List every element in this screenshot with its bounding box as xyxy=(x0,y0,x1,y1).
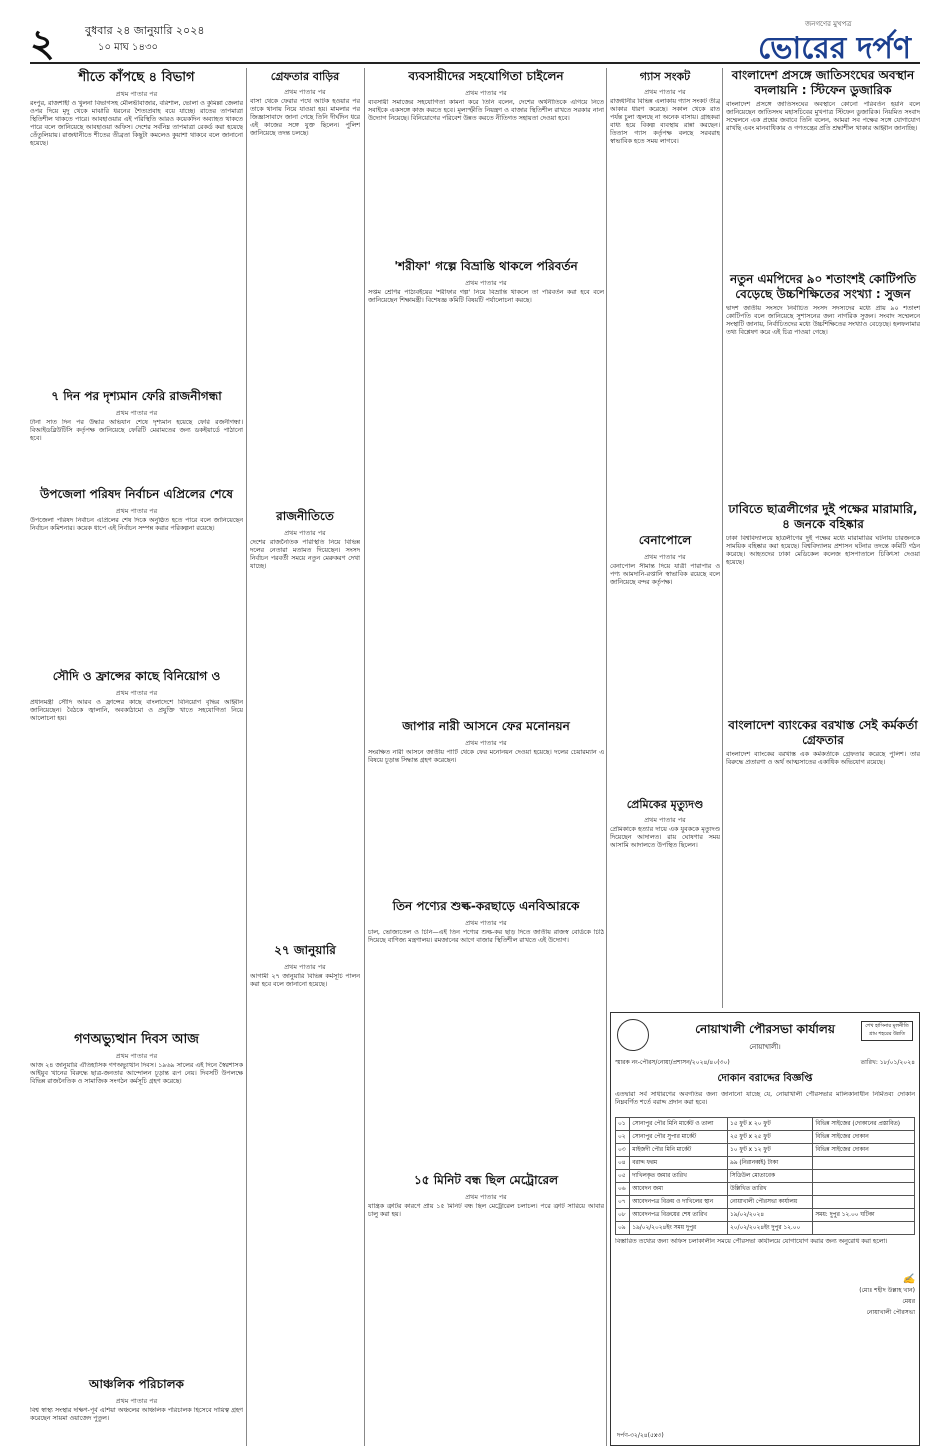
article-body: রাজধানীর বিভিন্ন এলাকায় গ্যাস সংকট তীব্র আকার ধারণ করেছে। সকাল থেকে রাত পর্যন্ত চুলা জ্বলছে না অনেক বাসায়। গ্রাহকরা বাধ্য হয়ে বিকল্প ব্যবস্থায় রান্না করছেন। তিতাস গ্যাস কর্তৃপক্ষ বলছে সরবরাহ স্বাভাবিক হতে সময় লাগবে। xyxy=(610,98,720,146)
article-cold xyxy=(30,68,243,386)
headline: আঞ্চলিক পরিচালক xyxy=(89,1377,184,1391)
headline: জাপার নারী আসনে ফের মনোনয়ন xyxy=(402,719,570,733)
notice-table-cell xyxy=(813,1196,915,1209)
notice-table-cell: আবেদনপত্র বিক্রয় ও দাখিলের স্থান xyxy=(630,1196,728,1209)
article-body: যান্ত্রিক ত্রুটির কারণে প্রায় ১৫ মিনিট বন্ধ ছিল মেট্রোরেল চলাচল। পরে ত্রুটি সারিয়ে আবার চালু করা হয়। xyxy=(368,1203,604,1219)
continued-label: প্রথম পাতার পর xyxy=(465,1193,507,1201)
headline: ব্যবসায়ীদের সহযোগিতা চাইলেন xyxy=(408,69,564,83)
notice-table-cell: ০২ xyxy=(616,1131,630,1144)
notice-table-cell: সময়: দুপুর ১২.০০ ঘটিকা xyxy=(813,1209,915,1222)
article-body: দ্বাদশ জাতীয় সংসদে নির্বাচিত সংসদ সদস্যদের মধ্যে প্রায় ৯০ শতাংশ কোটিপতি বলে জানিয়েছে সুশাসনের জন্য নাগরিক সুজন। সংবাদ সম্মেলনে সংস্থাটি জানায়, নির্বাচিতদের মধ্যে উচ্চশিক্ষিতের সংখ্যাও বেড়েছে। হলফনামার তথ্য বিশ্লেষণ করে এই চিত্র পাওয়া গেছে। xyxy=(726,305,920,337)
notice-table xyxy=(615,1117,915,1235)
notice-table-row xyxy=(616,1144,915,1157)
article-nbr xyxy=(368,898,604,1168)
article-gas xyxy=(610,68,720,528)
signer-role: মেয়র xyxy=(902,1298,915,1305)
notice-table-cell: ০৫ xyxy=(616,1170,630,1183)
article-body: উপজেলা পরিষদ নির্বাচন এপ্রিলের শেষ দিকে অনুষ্ঠিত হতে পারে বলে জানিয়েছেন নির্বাচন কমিশনার। কয়েক ধাপে এই নির্বাচন সম্পন্ন করার পরিকল্পনা রয়েছে। xyxy=(30,517,243,533)
headline: বাংলাদেশ ব্যাংকের বরখাস্ত সেই কর্মকর্তা গ্রেফতার xyxy=(728,718,918,747)
article-body: বেনাপোল সীমান্ত দিয়ে যাত্রী পারাপার ও পণ্য আমদানি-রপ্তানি স্বাভাবিক রয়েছে বলে জানিয়েছে বন্দর কর্তৃপক্ষ। xyxy=(610,563,720,587)
article-body: বাংলাদেশ ব্যাংকের বরখাস্ত এক কর্মকর্তাকে গ্রেফতার করেছে পুলিশ। তার বিরুদ্ধে প্রতারণা ও অর্থ আত্মসাতের একাধিক অভিযোগ রয়েছে। xyxy=(726,751,920,767)
notice-table-cell: ০১ xyxy=(616,1118,630,1131)
headline: গণঅভ্যুত্থান দিবস আজ xyxy=(74,1032,199,1047)
notice-table-cell: সোনাপুর পৌর সুপার মার্কেট xyxy=(630,1131,728,1144)
article-body: প্রেমিকাকে হত্যার দায়ে এক যুবককে মৃত্যুদণ্ড দিয়েছেন আদালত। রায় ঘোষণার সময় আসামি আদালতে উপস্থিত ছিলেন। xyxy=(610,826,720,850)
article-body: সংরক্ষিত নারী আসনে জাতীয় পার্টি থেকে ফের মনোনয়ন দেওয়া হয়েছে। দলের চেয়ারম্যান এ বিষয়ে চূড়ান্ত সিদ্ধান্ত গ্রহণ করেছেন। xyxy=(368,749,604,765)
article-ferry xyxy=(30,388,243,482)
notice-table-cell: ২০/০২/২০২৪ইং দুপুর ১২.০০ xyxy=(727,1222,812,1235)
article-lover xyxy=(610,796,720,1006)
article-mp xyxy=(726,272,920,498)
notice-table-cell: ০৪ xyxy=(616,1157,630,1170)
notice-seal-icon xyxy=(617,1019,649,1051)
continued-label: প্রথম পাতার পর xyxy=(115,507,158,515)
article-arrest xyxy=(250,68,360,504)
notice-table-cell: উল্লিখিত তারিখ xyxy=(727,1183,812,1196)
headline: সৌদি ও ফ্রান্সের কাছে বিনিয়োগ ও xyxy=(52,669,221,683)
notice-table-cell: আবেদনপত্র বিক্রয়ের শেষ তারিখ xyxy=(630,1209,728,1222)
continued-label: প্রথম পাতার পর xyxy=(465,739,507,747)
article-business xyxy=(368,68,604,254)
headline: প্রেমিকের মৃত্যুদণ্ড xyxy=(626,798,704,811)
continued-label: প্রথম পাতার পর xyxy=(284,529,326,537)
notice-table-cell: মাইজদী পৌর মিনি মার্কেট xyxy=(630,1144,728,1157)
headline: শীতে কাঁপছে ৪ বিভাগ xyxy=(78,70,195,85)
notice-table-cell: দাখিলকৃত জমার তারিখ xyxy=(630,1170,728,1183)
public-notice xyxy=(610,1012,920,1446)
headline: ১৫ মিনিট বন্ধ ছিল মেট্রোরেল xyxy=(413,1173,559,1187)
headline: ২৭ জানুয়ারি xyxy=(274,943,336,957)
notice-table-cell: ১৯/০২/২০২৪ইং সময় দুপুর xyxy=(630,1222,728,1235)
tagline: জনগণের মুখপত্র xyxy=(805,20,852,28)
article-body: আগামী ২৭ জানুয়ারি বিভিন্ন কর্মসূচি পালন করা হবে বলে জানানো হয়েছে। xyxy=(250,973,360,989)
notice-table-cell: ০৭ xyxy=(616,1196,630,1209)
notice-table-cell: সিডিউল মোতাবেক xyxy=(727,1170,812,1183)
headline: 'শরীফা' গল্পে বিভ্রান্তি থাকলে পরিবর্তন xyxy=(394,259,578,273)
ad-code: দর্পণ-৩২/২৪(৫x৩) xyxy=(617,1432,664,1439)
article-body: আজ ২৪ জানুয়ারি ঐতিহাসিক গণঅভ্যুত্থান দিবস। ১৯৬৯ সালের এই দিনে স্বৈরশাসক আইয়ুব খানের বিরুদ্ধে ছাত্র-জনতার আন্দোলন চূড়ান্ত রূপ নেয়। দিবসটি উপলক্ষে বিভিন্ন রাজনৈতিক ও সামাজিক সংগঠন কর্মসূচি গ্রহণ করেছে। xyxy=(30,1062,243,1086)
article-body: বাসা থেকে ফেরার পথে আটক হওয়ার পর তাকে থানায় নিয়ে যাওয়া হয়। মামলার পর জিজ্ঞাসাবাদে জানা গেছে তিনি দীর্ঘদিন ধরে এই কাজের সঙ্গে যুক্ত ছিলেন। পুলিশ জানিয়েছে তদন্ত চলছে। xyxy=(250,98,360,138)
article-benapole xyxy=(610,532,720,792)
headline: রাজনীতিতে xyxy=(276,509,334,523)
notice-table-cell: ০৯ xyxy=(616,1222,630,1235)
article-body: রংপুর, রাজশাহী ও খুলনা বিভাগসহ মৌলভীবাজার, বরিশাল, ভোলা ও কুমিল্লা জেলার ওপর দিয়ে মৃদু থেকে মাঝারি ধরনের শৈত্যপ্রবাহ বয়ে যাচ্ছে। রাতের তাপমাত্রা স্থিতিশীল থাকতে পারে। আবহাওয়ার এই পরিস্থিতি আরও কয়েকদিন অব্যাহত থাকতে পারে বলে জানিয়েছে আবহাওয়া অফিস। দেশের সর্বনিম্ন তাপমাত্রা রেকর্ড করা হয়েছে তেঁতুলিয়ায়। রাজধানীতে শীতের তীব্রতা কিছুটা কমলেও কুয়াশা থাকবে বলে জানানো হয়েছে। xyxy=(30,100,243,148)
column-divider xyxy=(364,68,365,1446)
notice-subtitle: নোয়াখালী। xyxy=(749,1043,781,1051)
notice-table-cell: বরাদ্দ ফরম xyxy=(630,1157,728,1170)
headline: নতুন এমপিদের ৯০ শতাংশই কোটিপতি বেড়েছে উচ্চশিক্ষিতের সংখ্যা : সুজন xyxy=(729,272,917,301)
continued-label: প্রথম পাতার পর xyxy=(465,89,507,97)
notice-title: নোয়াখালী পৌরসভা কার্যালয় xyxy=(695,1022,835,1036)
notice-table-cell xyxy=(813,1157,915,1170)
continued-label: প্রথম পাতার পর xyxy=(644,816,686,824)
headline: বাংলাদেশ প্রসঙ্গে জাতিসংঘের অবস্থান বদলায়নি : স্টিফেন ডুজারিক xyxy=(731,68,915,97)
article-jp xyxy=(368,718,604,894)
continued-label: প্রথম পাতার পর xyxy=(644,553,686,561)
notice-table-cell: ১৯/০২/২০২৪ xyxy=(727,1209,812,1222)
article-sharifa xyxy=(368,258,604,714)
article-body: টানা সাত দিন পর উদ্ধার অভিযান শেষে দৃশ্যমান হয়েছে ফেরি রজনীগন্ধা। বিআইডব্লিউটিসি কর্তৃপক্ষ জানিয়েছে ফেরিটি মেরামতের জন্য ডকইয়ার্ডে পাঠানো হবে। xyxy=(30,419,243,443)
notice-intro: এতদ্বারা সর্ব সাধারণের অবগতির জন্য জানানো যাচ্ছে যে, নোয়াখালী পৌরসভার মালিকানাধীন নির্মিতব্য দোকান নিম্নবর্ণিত শর্তে বরাদ্দ প্রদান করা হবে। xyxy=(615,1091,915,1107)
article-body: বিশ্ব স্বাস্থ্য সংস্থার দক্ষিণ-পূর্ব এশিয়া অঞ্চলের আঞ্চলিক পরিচালক হিসেবে দায়িত্ব গ্রহণ করেছেন সায়মা ওয়াজেদ পুতুল। xyxy=(30,1407,243,1423)
notice-table-cell: ১০ ফুট x ১২ ফুট xyxy=(727,1144,812,1157)
article-regional xyxy=(30,1376,243,1446)
continued-label: প্রথম পাতার পর xyxy=(465,279,507,287)
continued-label: প্রথম পাতার পর xyxy=(284,963,326,971)
notice-table-cell: বিভিন্ন সাইজের দোকান xyxy=(813,1144,915,1157)
article-body: ঢাকা বিশ্ববিদ্যালয়ে ছাত্রলীগের দুই পক্ষের মধ্যে মারামারির ঘটনায় চারজনকে সাময়িক বহিষ্কার করা হয়েছে। বিশ্ববিদ্যালয় প্রশাসন ঘটনার তদন্তে কমিটি গঠন করেছে। আহতদের ঢাকা মেডিকেল কলেজ হাসপাতালে চিকিৎসা দেওয়া হয়েছে। xyxy=(726,535,920,567)
continued-label: প্রথম পাতার পর xyxy=(284,88,326,96)
signer-name: (মোঃ শহীদ উল্লাহ খান) xyxy=(859,1287,915,1294)
article-uprising xyxy=(30,1030,243,1376)
article-upazila xyxy=(30,486,243,664)
page-number: ২ xyxy=(30,20,55,65)
column-divider xyxy=(722,68,723,1008)
notice-table-cell: বিভিন্ন সাইজের দোকান xyxy=(813,1131,915,1144)
article-body: সপ্তম শ্রেণির পাঠ্যবইয়ের 'শরীফার গল্প' নিয়ে বিভ্রান্তি থাকলে তা পরিবর্তন করা হবে বলে জানিয়েছেন শিক্ষামন্ত্রী। বিশেষজ্ঞ কমিটি বিষয়টি পর্যালোচনা করছে। xyxy=(368,289,604,305)
article-body: দেশের রাজনৈতিক পরিস্থিতি নিয়ে বিভিন্ন দলের নেতারা মতামত দিয়েছেন। সংসদ নির্বাচন পরবর্তী সময়ে নতুন মেরুকরণ দেখা যাচ্ছে। xyxy=(250,539,360,571)
notice-table-cell: ১৫ ফুট x ২০ ফুট xyxy=(727,1118,812,1131)
continued-label: প্রথম পাতার পর xyxy=(644,88,686,96)
column-divider xyxy=(246,68,247,1446)
notice-table-cell: সোনাপুর পৌর মিনি মার্কেট ও তালা xyxy=(630,1118,728,1131)
date-line-2: ১০ মাঘ ১৪৩০ xyxy=(98,42,158,53)
notice-heading: দোকান বরাদ্দের বিজ্ঞপ্তি xyxy=(717,1073,813,1084)
article-jan27 xyxy=(250,942,360,1446)
notice-table-cell: আবেদন জমা xyxy=(630,1183,728,1196)
notice-table-row xyxy=(616,1196,915,1209)
notice-table-row xyxy=(616,1183,915,1196)
continued-label: প্রথম পাতার পর xyxy=(115,689,158,697)
notice-table-cell xyxy=(813,1222,915,1235)
headline: গ্রেফতার বাড়ির xyxy=(270,70,340,83)
article-clash xyxy=(726,502,920,714)
signer-org: নোয়াখালী পৌরসভা xyxy=(866,1309,915,1316)
continued-label: প্রথম পাতার পর xyxy=(115,90,158,98)
continued-label: প্রথম পাতার পর xyxy=(115,1397,158,1405)
column-divider xyxy=(606,68,607,1446)
notice-table-row xyxy=(616,1209,915,1222)
article-body: প্রধানমন্ত্রী সৌদি আরব ও ফ্রান্সের কাছে বাংলাদেশে বিনিয়োগ বৃদ্ধির আহ্বান জানিয়েছেন। বৈঠকে জ্বালানি, অবকাঠামো ও প্রযুক্তি খাতে সহযোগিতা নিয়ে আলোচনা হয়। xyxy=(30,699,243,723)
notice-table-row xyxy=(616,1170,915,1183)
headline: বেনাপোলে xyxy=(638,533,692,547)
headline: গ্যাস সংকট xyxy=(639,70,691,83)
notice-table-cell: ৯৯ (নিরানব্বই) টাকা xyxy=(727,1157,812,1170)
continued-label: প্রথম পাতার পর xyxy=(465,919,507,927)
headline: তিন পণ্যের শুল্ক-করছাড়ে এনবিআরকে xyxy=(392,899,580,913)
notice-table-cell: ২৫ ফুট x ২৫ ফুট xyxy=(727,1131,812,1144)
notice-footer: বিস্তারিত তথ্যের জন্য অফিস চলাকালীন সময়ে পৌরসভা কার্যালয়ে যোগাযোগ করার জন্য অনুরোধ করা হলো। xyxy=(615,1238,888,1245)
notice-table-cell xyxy=(813,1170,915,1183)
continued-label: প্রথম পাতার পর xyxy=(115,409,158,417)
article-body: ব্যবসায়ী সমাজের সহযোগিতা কামনা করে তিনি বলেন, দেশের অর্থনীতিকে এগিয়ে নিতে সবাইকে একসঙ্গে কাজ করতে হবে। মূল্যস্ফীতি নিয়ন্ত্রণ ও বাজার স্থিতিশীল রাখতে সরকার নানা উদ্যোগ নিয়েছে। বিনিয়োগের পরিবেশ উন্নত করতে নীতিগত সহায়তা দেওয়া হবে। xyxy=(368,99,604,123)
notice-table-row xyxy=(616,1222,915,1235)
masthead-rule xyxy=(30,62,920,64)
continued-label: প্রথম পাতার পর xyxy=(115,1052,158,1060)
notice-memo: স্মারক নং-পৌরস/নোয়া/প্রশাসন/২০২৪/৪০(৩০) xyxy=(615,1059,730,1066)
notice-table-cell: নোয়াখালী পৌরসভা কার্যালয় xyxy=(727,1196,812,1209)
notice-table-row xyxy=(616,1157,915,1170)
notice-table-cell: ০৬ xyxy=(616,1183,630,1196)
notice-table-cell: বিভিন্ন সাইজের (দোকানের প্রস্তাবিত) xyxy=(813,1118,915,1131)
masthead xyxy=(30,14,920,66)
headline: ৭ দিন পর দৃশ্যমান ফেরি রাজনীগন্ধা xyxy=(51,389,222,403)
masthead-logo: ভোরের দর্পণ xyxy=(758,31,911,66)
notice-table-row xyxy=(616,1131,915,1144)
article-bb xyxy=(726,718,920,1008)
article-metro xyxy=(368,1172,604,1446)
notice-table-cell xyxy=(813,1183,915,1196)
notice-badge: শেখ হাসিনার মূলনীতি গ্রাম শহরের উন্নতি xyxy=(861,1021,913,1041)
signature: ✍ xyxy=(902,1274,915,1285)
headline: উপজেলা পরিষদ নির্বাচন এপ্রিলের শেষে xyxy=(40,487,233,501)
article-body: বাংলাদেশ প্রসঙ্গে জাতিসংঘের অবস্থানে কোনো পরিবর্তন হয়নি বলে জানিয়েছেন জাতিসংঘ মহাসচিবের মুখপাত্র স্টিফেন ডুজারিক। নিয়মিত সংবাদ সম্মেলনে এক প্রশ্নের জবাবে তিনি বলেন, আমরা সব পক্ষের সঙ্গে যোগাযোগ রাখছি এবং মানবাধিকার ও গণতন্ত্রের প্রতি শ্রদ্ধাশীল থাকার আহ্বান জানাচ্ছি। xyxy=(726,101,920,133)
headline: ঢাবিতে ছাত্রলীগের দুই পক্ষের মারামারি, ৪ জনকে বহিষ্কার xyxy=(728,502,918,531)
article-politics xyxy=(250,508,360,938)
article-un xyxy=(726,68,920,268)
notice-table-row xyxy=(616,1118,915,1131)
notice-table-cell: ০৩ xyxy=(616,1144,630,1157)
notice-table-cell: ০৮ xyxy=(616,1209,630,1222)
article-saudi xyxy=(30,668,243,1024)
date-line-1: বুধবার ২৪ জানুয়ারি ২০২৪ xyxy=(85,24,205,37)
notice-date: তারিখ: ১৮/০১/২০২৪ xyxy=(860,1059,915,1066)
article-body: চাল, ভোজ্যতেল ও চিনি—এই তিন পণ্যের শুল্ক-কর ছাড় দিতে জাতীয় রাজস্ব বোর্ডকে চিঠি দিয়েছে বাণিজ্য মন্ত্রণালয়। রমজানের আগে বাজার স্থিতিশীল রাখতে এই উদ্যোগ। xyxy=(368,929,604,945)
